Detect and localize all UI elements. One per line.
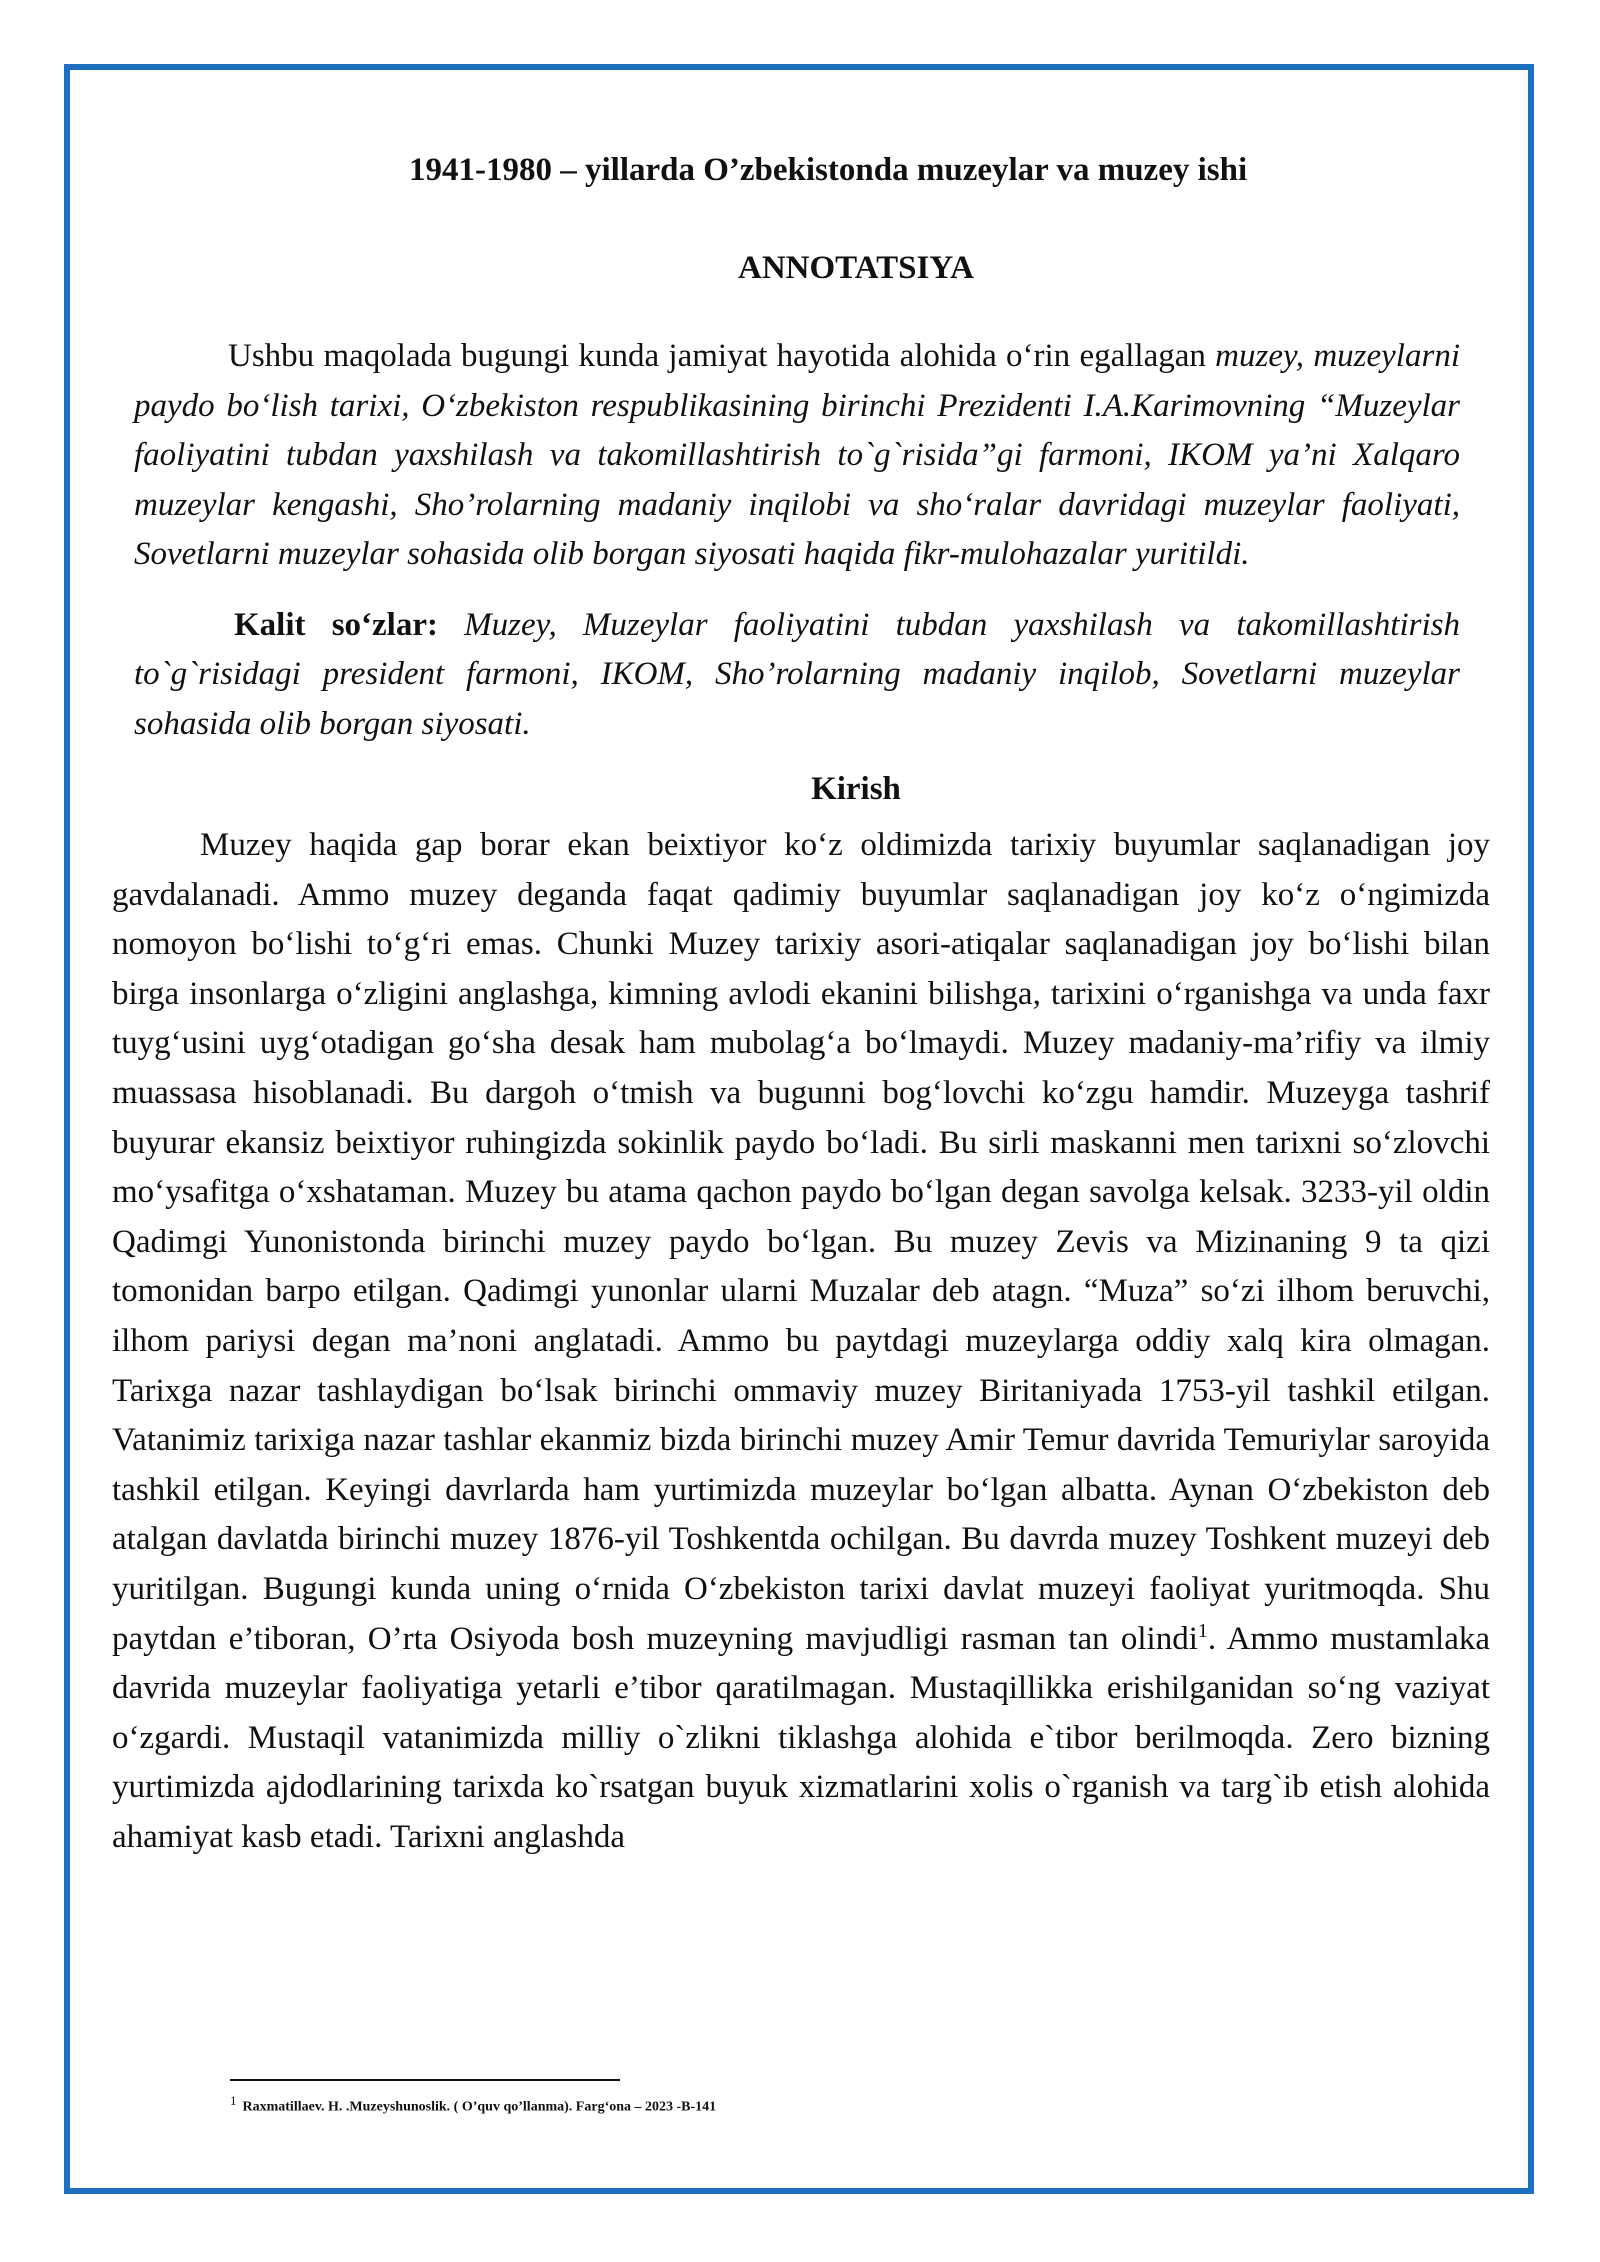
footnote [230, 2093, 716, 2116]
footnote-reference[interactable]: 1 [1197, 1619, 1208, 1642]
footnote-text: Raxmatillaev. H. .Muzeyshunoslik. ( O’quv qo’llanma). Farg‘ona – 2023 -B-141 [242, 2099, 717, 2115]
annotation-heading: ANNOTATSIYA [738, 250, 974, 286]
abstract-italic: muzey, muzeylarni paydo bo‘lish tarixi, O‘zbekiston respublikasining birinchi Prezidenti I.A.Karimovning “Muzeylar faoliyatini tubdan yaxshilash va takomillashtirish to`g`risida”gi farmoni, IKOM ya’ni Xalqaro muzeylar kengashi, Sho’rolarning madaniy inqilobi va sho‘ralar davridagi muzeylar faoliyati, Sovetlarni muzeylar sohasida olib borgan siyosati haqida fikr-mulohazalar yuritildi. [134, 338, 1460, 572]
abstract-lead: Ushbu maqolada bugungi kunda jamiyat hayotida alohida o‘rin egallagan [228, 338, 1216, 374]
keywords-text: Muzey, Muzeylar faoliyatini tubdan yaxshilash va takomillashtirish to`g`risidagi president farmoni, IKOM, Sho’rolarning madaniy inqilob, Sovetlarni muzeylar sohasida olib borgan siyosati. [134, 606, 1461, 742]
keywords-paragraph [112, 601, 1490, 750]
intro-paragraph [112, 821, 1490, 1862]
intro-text-part2: . Ammo mustamlaka davrida muzeylar faoliyatiga yetarli e’tibor qaratilmagan. Mustaqillikka erishilganidan so‘ng vaziyat o‘zgardi. Mustaqil vatanimizda milliy o`zlikni tiklashga alohida e`tibor berilmoqda. Zero bizning yurtimizda ajdodlarining tarixda ko`rsatgan buyuk xizmatlarini xolis o`rganish va targ`ib etish alohida ahamiyat kasb etadi. Tarixni anglashda [112, 1620, 1490, 1855]
article-title: 1941-1980 – yillarda O’zbekistonda muzeylar va muzey ishi [409, 152, 1248, 188]
intro-heading: Kirish [811, 771, 901, 807]
abstract-paragraph [112, 332, 1490, 580]
article-content [112, 146, 1490, 1862]
footnote-divider [230, 2079, 620, 2081]
keywords-label: Kalit so‘zlar: [234, 606, 438, 643]
intro-text-part1: Muzey haqida gap borar ekan beixtiyor ko‘z oldimizda tarixiy buyumlar saqlanadigan joy gavdalanadi. Ammo muzey deganda faqat qadimiy buyumlar saqlanadigan joy ko‘z o‘ngimizda nomoyon bo‘lishi to‘g‘ri emas. Chunki Muzey tarixiy asori-atiqalar saqlanadigan joy bo‘lishi bilan birga insonlarga o‘zligini anglashga, kimning avlodi ekanini bilishga, tarixini o‘rganishga va unda faxr tuyg‘usini uyg‘otadigan go‘sha desak ham mubolag‘a bo‘lmaydi. Muzey madaniy-ma’rifiy va ilmiy muassasa hisoblanadi. Bu dargoh o‘tmish va bugunni bog‘lovchi ko‘zgu hamdir. Muzeyga tashrif buyurar ekansiz beixtiyor ruhingizda sokinlik paydo bo‘ladi. Bu sirli maskanni men tarixni so‘zlovchi mo‘ysafitga o‘xshataman. Muzey bu atama qachon paydo bo‘lgan degan savolga kelsak. 3233-yil oldin Qadimgi Yunonistonda birinchi muzey paydo bo‘lgan. Bu muzey Zevis va Mizinaning 9 ta qizi tomonidan barpo etilgan. Qadimgi yunonlar ularni Muzalar deb atagn. “Muza” so‘zi ilhom beruvchi, ilhom pariysi degan ma’noni anglatadi. Ammo bu paytdagi muzeylarga oddiy xalq kira olmagan. Tarixga nazar tashlaydigan bo‘lsak birinchi ommaviy muzey Biritaniyada 1753-yil tashkil etilgan. Vatanimiz tarixiga nazar tashlar ekanmiz bizda birinchi muzey Amir Temur davrida Temuriylar saroyida tashkil etilgan. Keyingi davrlarda ham yurtimizda muzeylar bo‘lgan albatta. Aynan O‘zbekiston deb atalgan davlatda birinchi muzey 1876-yil Toshkentda ochilgan. Bu davrda muzey Toshkent muzeyi deb yuritilgan. Bugungi kunda uning o‘rnida O‘zbekiston tarixi davlat muzeyi faoliyat yuritmoqda. Shu paytdan e’tiboran, O’rta Osiyoda bosh muzeyning mavjudligi rasman tan olindi [112, 827, 1490, 1657]
footnote-mark: 1 [230, 2093, 237, 2108]
